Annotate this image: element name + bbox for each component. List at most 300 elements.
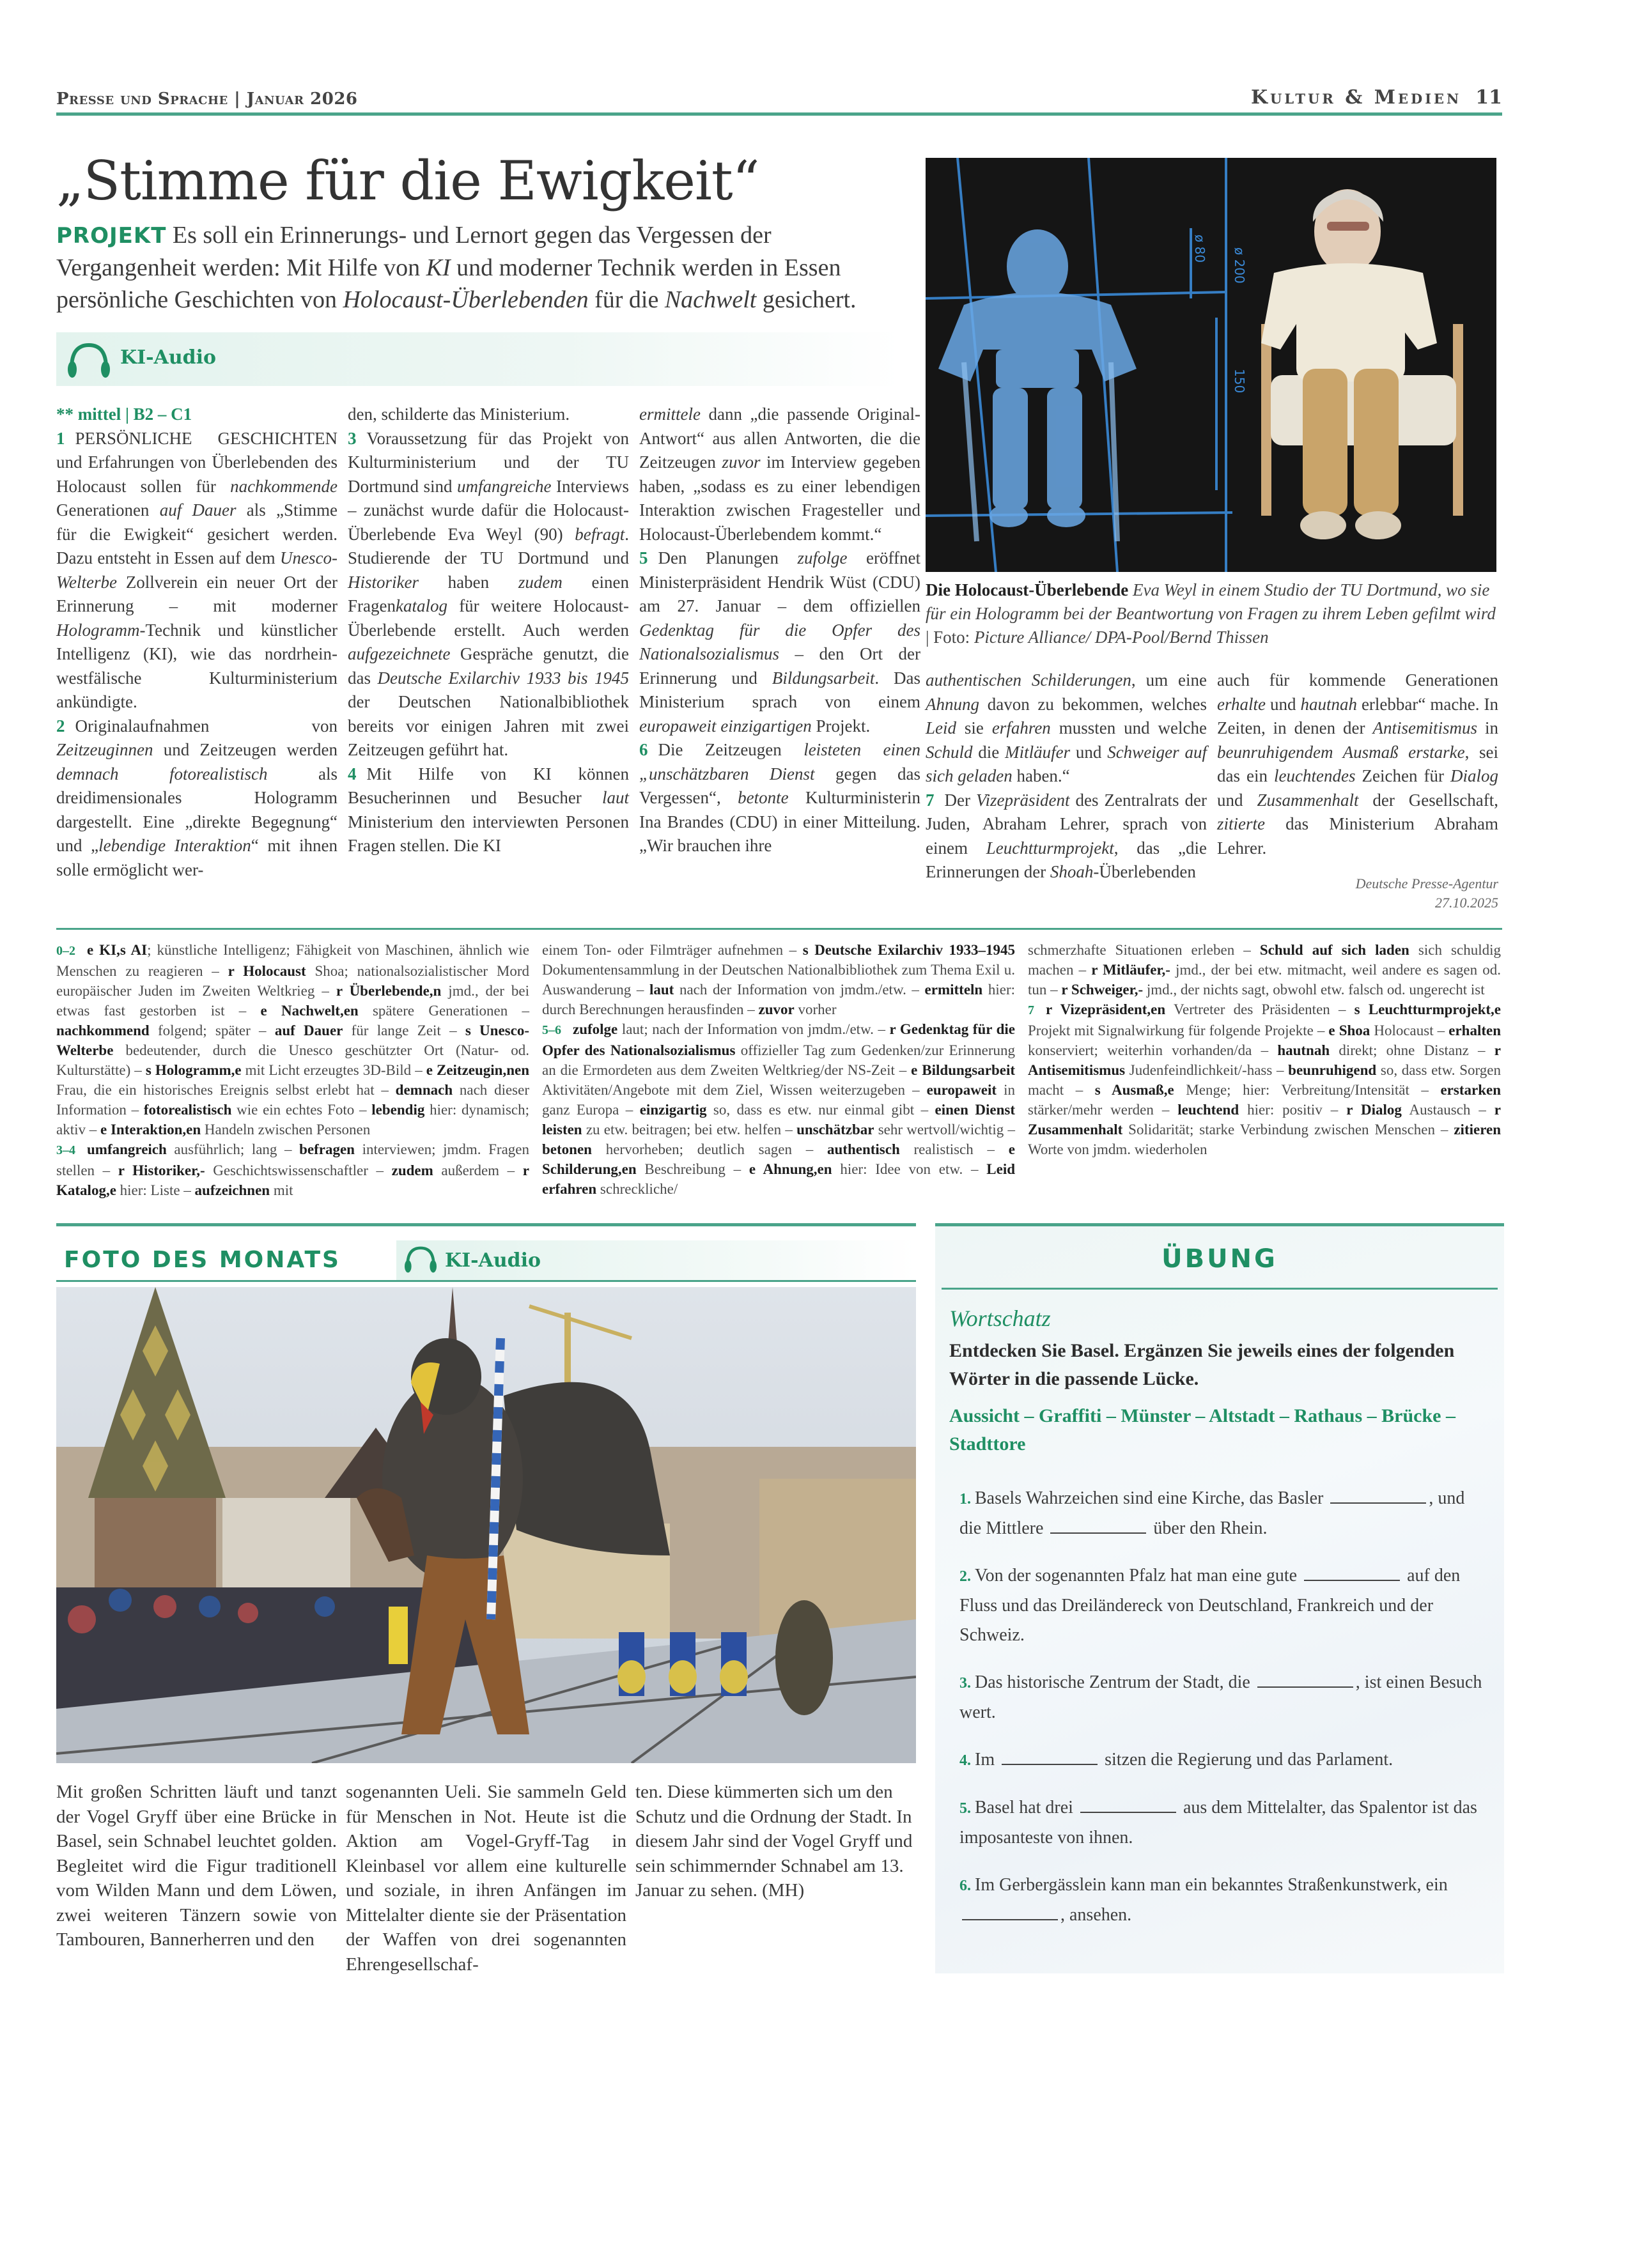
text-run: konserviert; weiterhin vorhanden/da –	[1028, 1042, 1278, 1058]
glossary-entry	[1028, 999, 1501, 1159]
section-header	[1251, 86, 1502, 109]
exercise-number: 2.	[959, 1568, 971, 1585]
article-paragraph	[1217, 668, 1498, 860]
text-run: Beschreibung –	[636, 1161, 749, 1177]
bold-term: authentisch	[827, 1141, 900, 1157]
paragraph-number: 2	[56, 716, 65, 736]
bold-term: e Interaktion,en	[100, 1122, 201, 1138]
text-run: in ganz Europa –	[542, 1082, 1015, 1118]
glossary-paragraph-ref: 0–2	[56, 944, 75, 958]
italic-term: umfangreiche	[457, 476, 552, 496]
glossary-column-1	[56, 940, 529, 1200]
uebung-subtitle: Wortschatz	[949, 1306, 1051, 1331]
bold-term: nachkommend	[56, 1022, 150, 1038]
bold-term: e Shoa	[1328, 1022, 1370, 1038]
text-run: hier: positiv –	[1239, 1102, 1347, 1118]
hologram-photo	[926, 158, 1496, 572]
glossary-rule	[56, 928, 1502, 930]
glossary-entry	[542, 940, 1015, 1019]
italic-term: Schuld	[926, 742, 973, 762]
article-paragraph	[926, 668, 1207, 789]
text-run: Geschichtswissenschaftler –	[205, 1162, 392, 1178]
hologram-photo-caption	[926, 578, 1501, 649]
text-run: die	[972, 742, 1005, 762]
italic-term: KI	[426, 254, 451, 281]
article-paragraph	[348, 762, 629, 858]
text-run: hier: durch Berechnungen herausfinden –	[542, 982, 1015, 1017]
bold-term: s Ausmaß,e	[1094, 1082, 1174, 1098]
uebung-content	[935, 1290, 1504, 1930]
bold-term: zufolge	[573, 1021, 618, 1037]
bold-term: lebendig	[371, 1102, 425, 1118]
article-lead	[56, 219, 900, 316]
text-run: Den Planungen	[658, 548, 798, 567]
exercise-text: über den Rhein.	[1149, 1518, 1268, 1538]
italic-term: zufolge	[797, 548, 848, 567]
uebung-box	[935, 1226, 1504, 1973]
text-run: einen Fragen	[348, 572, 629, 615]
text-run: | Foto:	[926, 628, 974, 647]
text-run: Shoa; nationalsozialistischer Mord europäischer Juden im Zweiten Weltkrieg –	[56, 963, 529, 999]
exercise-text: , und die Mittlere	[959, 1488, 1465, 1538]
text-run: laut; nach der Information von jmdm./etw. –	[617, 1021, 890, 1037]
bold-term: aufzeichnen	[194, 1182, 270, 1198]
answer-blank[interactable]	[962, 1904, 1058, 1920]
exercise-text: , ansehen.	[1060, 1905, 1132, 1925]
italic-term: katalog	[395, 596, 447, 615]
text-run: interviewen; jmdm. Fragen stellen –	[56, 1141, 529, 1178]
italic-term: nachkommende	[230, 476, 338, 496]
text-run: schreckliche/	[596, 1181, 678, 1197]
ki-audio-button[interactable]	[56, 332, 900, 386]
article-column-2	[348, 403, 629, 882]
text-run: jmd., der nichts sagt, obwohl etw. falsch od. ungerecht ist	[1143, 982, 1485, 998]
text-run: davon zu bekommen, welches	[979, 694, 1207, 714]
column-paragraphs	[1217, 668, 1498, 860]
exercise-text: Im Gerbergässlein kann man ein bekanntes Straßenkunstwerk, ein	[975, 1875, 1448, 1895]
bold-term: e Schilderung,en	[542, 1141, 1015, 1177]
bold-term: auf Dauer	[274, 1022, 343, 1038]
bold-term: Schuld auf sich laden	[1259, 942, 1409, 958]
text-run: Es soll ein Erinnerungs- und Lernort gegen das Vergessen der Vergangenheit werden: Mit Hilfe von	[56, 222, 772, 281]
fdm-top-rule	[56, 1223, 916, 1226]
text-run: den, schilderte das Ministerium.	[348, 405, 570, 424]
text-run: spätere Generationen –	[358, 1003, 529, 1019]
text-run: – den Ort der Erinnerung und	[639, 644, 920, 688]
bold-term: r Historiker,-	[118, 1162, 205, 1178]
bold-term: e Bildungsarbeit	[911, 1062, 1015, 1078]
italic-term: Dialog	[1450, 766, 1498, 785]
source-agency: Deutsche Presse-Agentur	[1355, 876, 1498, 891]
column-paragraphs	[926, 668, 1207, 884]
italic-term: Gedenktag für die Opfer des Nationalsozialismus	[639, 620, 920, 663]
exercise-item	[949, 1561, 1490, 1650]
italic-term: Vizepräsident	[976, 790, 1070, 810]
section-name: Kultur & Medien	[1250, 86, 1462, 109]
column-paragraphs	[639, 403, 920, 858]
italic-term: Zusammenhalt	[1257, 790, 1359, 810]
text-run: hervorheben; deutlich sagen –	[591, 1141, 828, 1157]
exercise-text: aus dem Mittelalter, das Spalentor ist das imposanteste von ihnen.	[959, 1798, 1477, 1848]
italic-term: Hologramm	[56, 620, 140, 640]
article-band	[56, 125, 1502, 913]
text-run: offizieller Tag zum Gedenken/zur Erinnerung an die Ermordeten aus dem Zweiten Weltkrieg/der NS-Zeit –	[542, 1042, 1015, 1078]
answer-blank[interactable]	[1330, 1487, 1426, 1504]
text-run: Gespräche genutzt, die das	[348, 644, 629, 688]
paragraph-number: 3	[348, 428, 357, 448]
text-run: gesichert.	[756, 286, 857, 313]
article-kicker: PROJEKT	[56, 223, 167, 249]
bold-term: e Nachwelt,en	[260, 1003, 359, 1019]
italic-term: europaweit einzigartigen	[639, 716, 812, 736]
italic-term: Antisemitismus	[1372, 718, 1478, 737]
article-paragraph	[348, 427, 629, 762]
exercise-item	[949, 1871, 1490, 1930]
exercise-text: Im	[975, 1750, 1000, 1770]
italic-term: auf Dauer	[159, 500, 237, 520]
text-run: schmerzhafte Situationen erleben –	[1028, 942, 1260, 958]
italic-term: Shoah	[1050, 862, 1094, 881]
fdm-bottom-rule	[56, 1280, 916, 1282]
text-run: Voraussetzung für das Projekt von Kulturministerium und der TU Dortmund sind	[348, 428, 629, 496]
headphones-icon	[403, 1243, 439, 1276]
bold-term: s Deutsche Exilarchiv 1933–1945	[802, 942, 1016, 958]
source-date: 27.10.2025	[1435, 895, 1498, 911]
exercise-text: Von der sogenannten Pfalz hat man eine gute	[975, 1566, 1302, 1585]
exercise-number: 3.	[959, 1675, 971, 1692]
uebung	[935, 1223, 1504, 1977]
bold-term: r Katalog,e	[56, 1162, 529, 1198]
publication-header	[56, 89, 358, 109]
text-run: Generationen	[56, 500, 160, 520]
foto-des-monats	[56, 1223, 916, 1977]
text-run: auch für kommende Generationen	[1217, 670, 1498, 690]
bold-term: zitieren	[1454, 1122, 1501, 1138]
text-run: Dokumentensammlung in der Deutschen Nationalbibliothek zum Thema Exil u. Auswanderung –	[542, 962, 1015, 998]
text-run: Originalaufnahmen von	[75, 716, 338, 736]
article-right	[926, 125, 1501, 913]
glossary	[56, 928, 1502, 1200]
italic-term: zitierte	[1217, 814, 1265, 833]
article-paragraph	[639, 546, 920, 738]
paragraph-number: 1	[56, 428, 65, 448]
text-run: folgend; später –	[149, 1022, 275, 1038]
fdm-text-column-1: Mit großen Schritten läuft und tanzt der Vogel Gryff über eine Brücke in Basel, sein Schnabel leuchtet golden. Begleitet wird die Figur traditionell vom Wilden Mann und dem Löwen, zwei weiteren Tänzern sowie von Tambouren, Bannerherren und den	[56, 1782, 337, 1950]
italic-term: zudem	[518, 572, 563, 592]
text-run: Judenfeindlichkeit/-hass –	[1125, 1062, 1289, 1078]
text-run: gegen das Vergessen“,	[639, 764, 920, 807]
text-run: hier: Liste –	[116, 1182, 195, 1198]
bold-term: r Gedenktag für die Opfer des Nationalsozialismus	[542, 1021, 1015, 1058]
page-number: 11	[1475, 86, 1502, 109]
bold-term: Leid erfahren	[542, 1161, 1015, 1197]
article-title: „Stimme für die Ewigkeit“	[56, 150, 759, 212]
text-run: hier: Idee von etw. –	[832, 1161, 987, 1177]
vogel-gryff-photo	[56, 1287, 916, 1763]
exercise-number: 1.	[959, 1491, 971, 1508]
article-paragraph	[639, 738, 920, 858]
text-run: mussten und welche	[1050, 718, 1207, 737]
text-run: haben	[419, 572, 518, 592]
bold-term: einen Dienst leisten	[542, 1102, 1016, 1138]
exercise-item	[949, 1484, 1490, 1543]
bold-term: s Unesco-Welterbe	[56, 1022, 529, 1058]
text-run: Zollverein ein neuer Ort der Erinnerung – mit moderner	[56, 572, 338, 615]
text-run: für die	[588, 286, 665, 313]
fdm-ki-audio-label: KI-Audio	[445, 1249, 541, 1272]
exercise-text: , ist einen Besuch wert.	[959, 1672, 1482, 1722]
exercise-number: 5.	[959, 1800, 971, 1817]
vogel-gryff-illustration	[56, 1287, 916, 1763]
italic-term: erhalte	[1217, 694, 1266, 714]
article-column-5	[1217, 668, 1498, 913]
bold-term: demnach	[395, 1082, 453, 1098]
article-paragraph	[56, 714, 338, 883]
italic-term: hautnah	[1300, 694, 1357, 714]
bold-term: einzigartig	[639, 1102, 707, 1118]
text-run: als dreidimensionales Hologramm dargestellt. Eine „direkte Begegnung“ und „	[56, 764, 338, 855]
text-run: in	[1477, 718, 1498, 737]
article-paragraph	[56, 427, 338, 714]
exercise-number: 6.	[959, 1878, 971, 1894]
text-run: sehr wertvoll/wichtig –	[874, 1122, 1015, 1138]
bold-term: r Überlebende,n	[336, 983, 442, 999]
italic-term: Historiker	[348, 572, 419, 592]
level-badge: ** mittel | B2 – C1	[56, 405, 192, 424]
text-run: Handeln zwischen Personen	[201, 1122, 371, 1138]
text-run: direkt; ohne Distanz –	[1330, 1042, 1494, 1058]
italic-term: Deutsche Exilarchiv 1933 bis 1945	[377, 668, 629, 688]
hologram-label: ø 200	[1232, 247, 1247, 284]
glossary-paragraph-ref: 5–6	[542, 1023, 561, 1037]
uebung-word-bank: Aussicht – Graffiti – Münster – Altstadt – Rathaus – Brücke – Stadttore	[949, 1405, 1455, 1454]
ki-audio-label: KI-Audio	[120, 346, 217, 369]
italic-term: leuchtendes	[1274, 766, 1356, 785]
glossary-paragraph-ref: 7	[1028, 1003, 1034, 1017]
text-run: ausführlich; lang –	[166, 1141, 300, 1157]
article-source	[1217, 874, 1498, 913]
bold-term: r Mitläufer,-	[1091, 962, 1170, 978]
bold-term: s Leuchtturmprojekt,e	[1354, 1001, 1501, 1017]
italic-term: Mitläufer	[1005, 742, 1071, 762]
column-paragraphs	[348, 403, 629, 858]
text-run: eröffnet Ministerpräsident Hendrik Wüst (CDU) am 27. Januar – dem offiziellen	[639, 548, 920, 615]
column-paragraphs	[56, 427, 338, 883]
bold-term: laut	[649, 982, 674, 998]
text-run: im Interview gegeben haben, „sodass es zu einer lebendigen Interaktion zwischen Fragesteller und Holocaust-Überlebendem kommt.“	[639, 452, 921, 544]
italic-term: aufgezeichnete	[348, 644, 451, 663]
italic-term: authentischen Schilderungen	[926, 670, 1131, 690]
italic-term: Leid	[926, 718, 957, 737]
answer-blank[interactable]	[1002, 1748, 1098, 1765]
text-run: haben.“	[1012, 766, 1070, 785]
text-run: Vertreter des Präsidenten –	[1165, 1001, 1354, 1017]
bold-term: beunruhigend	[1288, 1062, 1377, 1078]
italic-term: lebendige Interaktion	[98, 836, 251, 855]
glossary-entry	[542, 1019, 1015, 1199]
bold-term: unschätzbar	[796, 1122, 874, 1138]
text-run: Projekt.	[811, 716, 871, 736]
text-run: , sei das ein	[1217, 742, 1498, 785]
text-run: der Gesellschaft,	[1358, 790, 1498, 810]
article-column-4	[926, 668, 1207, 913]
bold-term: hautnah	[1277, 1042, 1330, 1058]
bold-term: Die Holocaust-Überlebende	[926, 580, 1129, 599]
bold-term: r Vizepräsident,en	[1046, 1001, 1166, 1017]
answer-blank[interactable]	[1050, 1517, 1146, 1534]
bold-term: r Antisemitismus	[1028, 1042, 1502, 1078]
text-run: Ministerium den interviewten Personen Fragen stellen. Die KI	[348, 812, 629, 855]
text-run: Zeichen für	[1355, 766, 1450, 785]
italic-term: Bildungsarbeit	[772, 668, 875, 688]
text-run: das Ministerium Abraham Lehrer.	[1217, 814, 1498, 858]
text-run: und Zeitzeugen werden	[153, 740, 338, 759]
text-run: ; künstliche Intelligenz; Fähigkeit von Maschinen, ähnlich wie Menschen zu reagieren –	[56, 942, 529, 979]
bold-term: r Schweiger,-	[1061, 982, 1144, 998]
uebung-instruction: Entdecken Sie Basel. Ergänzen Sie jeweils eines der folgenden Wörter in die passende Lücke.	[949, 1340, 1455, 1389]
text-run: Menge; hier: Verbreitung/Intensität –	[1174, 1082, 1441, 1098]
hologram-label: 150	[1232, 369, 1247, 394]
exercise-item	[949, 1745, 1490, 1775]
bold-term: erstarken	[1440, 1082, 1501, 1098]
bold-term: r Dialog	[1346, 1102, 1402, 1118]
exercise-number: 4.	[959, 1752, 971, 1769]
issue-date: Januar 2026	[246, 89, 358, 109]
paragraph-number: 6	[639, 740, 648, 759]
text-run: Die Zeitzeugen	[658, 740, 804, 759]
exercise-text: Basel hat drei	[975, 1798, 1078, 1817]
answer-blank[interactable]	[1304, 1564, 1400, 1581]
bold-term: umfangreich	[87, 1141, 167, 1157]
fdm-header	[56, 1240, 916, 1280]
glossary-entry	[56, 1139, 529, 1200]
page-header	[56, 77, 1502, 109]
header-separator: |	[234, 89, 247, 109]
article-paragraph	[639, 403, 920, 546]
exercise-text: sitzen die Regierung und das Parlament.	[1100, 1750, 1393, 1770]
lead-text	[56, 222, 857, 313]
bold-term: europaweit	[926, 1082, 997, 1098]
bold-term: e Ahnung,en	[749, 1161, 832, 1177]
text-run: vorher	[794, 1001, 837, 1017]
exercise-text: Das historische Zentrum der Stadt, die	[975, 1672, 1255, 1692]
exercise-text: Basels Wahrzeichen sind eine Kirche, das Basler	[975, 1488, 1328, 1508]
italic-term: Zeitzeuginnen	[56, 740, 153, 759]
italic-term: demnach fotorealistisch	[56, 764, 268, 783]
text-run: realistisch –	[899, 1141, 1009, 1157]
text-run: Projekt mit Signalwirkung für folgende Projekte –	[1028, 1022, 1329, 1038]
text-run: Austausch –	[1401, 1102, 1494, 1118]
answer-blank[interactable]	[1080, 1796, 1176, 1813]
fdm-text-columns	[56, 1780, 916, 1977]
article-paragraph	[348, 403, 629, 427]
text-run: sich schuldig machen –	[1028, 942, 1501, 978]
text-run: Holocaust –	[1370, 1022, 1449, 1038]
header-rule	[56, 112, 1502, 116]
text-run: -Überlebenden	[1093, 862, 1196, 881]
text-run: so, dass etw. Sorgen macht –	[1028, 1062, 1501, 1098]
italic-term: Nachwelt	[664, 286, 757, 313]
publication-name: Presse und Sprache	[56, 89, 228, 109]
article-left	[56, 125, 921, 913]
hologram-label: ø 80	[1192, 235, 1207, 263]
bold-term: e KI,s AI	[87, 942, 148, 958]
italic-term: Holocaust-Überlebenden	[343, 286, 589, 313]
italic-term: Schweiger auf sich geladen	[926, 742, 1207, 785]
article-columns-right	[926, 668, 1501, 913]
text-run: des Zentralrats der Juden, Abraham Lehrer, sprach von einem	[926, 790, 1207, 858]
glossary-entry	[1028, 940, 1501, 999]
bottom-band	[56, 1223, 1502, 1977]
fdm-ki-audio-button[interactable]	[396, 1240, 916, 1280]
italic-term: ermittele	[639, 405, 701, 424]
text-run: zu etw. beitragen; bei etw. helfen –	[582, 1122, 797, 1138]
exercise-item	[949, 1793, 1490, 1853]
bold-term: r Holocaust	[228, 963, 306, 979]
glossary-entries	[542, 940, 1015, 1199]
text-run: . Das Ministerium sprach von einem	[639, 668, 920, 711]
text-run: bedeutender, durch die Unesco geschützter Ort (Natur- od. Kulturstätte) –	[56, 1042, 529, 1078]
italic-term: Eva Weyl in einem Studio der TU Dortmund, wo sie für ein Hologramm bei der Beantwortung von Fragen zu ihrem Leben gefilmt wird	[926, 580, 1496, 623]
fdm-title: FOTO DES MONATS	[64, 1247, 341, 1273]
text-run: mit Licht erzeugtes 3D-Bild –	[241, 1062, 426, 1078]
text-run: dann „die passende Original-Antwort“ aus allen Antworten, die die Zeitzeugen	[639, 405, 920, 472]
glossary-columns	[56, 940, 1502, 1200]
italic-term: Unesco-Welterbe	[56, 548, 338, 592]
glossary-column-2	[542, 940, 1015, 1200]
paragraph-number: 5	[639, 548, 648, 567]
italic-term: Ahnung	[926, 694, 979, 714]
article-columns-left	[56, 403, 921, 882]
bold-term: ermitteln	[924, 982, 983, 998]
text-run: nach der Information von jmdm./etw. –	[674, 982, 925, 998]
exercise-item	[949, 1668, 1490, 1727]
headphones-icon	[65, 341, 113, 380]
text-run: hier: dynamisch; aktiv –	[56, 1102, 529, 1138]
text-run: und	[1217, 790, 1257, 810]
text-run: stärker/mehr werden –	[1028, 1102, 1178, 1118]
text-run: jmd., der bei etw. mitmacht, weil andere es sagen od. tun –	[1028, 962, 1502, 998]
text-run: Aktivitäten/Angebote mit dem Ziel, Wissen weiterzugeben –	[542, 1082, 927, 1098]
italic-term: befragt	[575, 524, 625, 544]
italic-term: beunruhigendem Ausmaß erstarke	[1217, 742, 1465, 762]
fdm-text-column-2: sogenannten Ueli. Sie sammeln Geld für Menschen in Not. Heute ist die Aktion am Vogel-Gryff-Tag in Kleinbasel vor allem eine kulturelle und soziale, in ihren Anfängen im Mittelalter diente sie der Präsentation der Waffen von drei sogenannten Ehrengesellschaf-	[346, 1782, 626, 1975]
italic-term: leisteten einen „unschätzbaren Dienst	[639, 740, 921, 783]
italic-term: Picture Alliance/ DPA-Pool/Bernd Thissen	[974, 628, 1269, 647]
italic-term: zuvor	[722, 452, 761, 472]
hologram-photo-illustration	[926, 158, 1496, 572]
answer-blank[interactable]	[1257, 1671, 1353, 1688]
text-run: . Studierende der TU Dortmund und	[348, 524, 629, 567]
text-run: außerdem –	[433, 1162, 523, 1178]
text-run: einem Ton- oder Filmträger aufnehmen –	[542, 942, 803, 958]
text-run: für lange Zeit –	[343, 1022, 465, 1038]
paragraph-number: 4	[348, 764, 357, 783]
text-run: Solidarität; starke Verbindung zwischen Menschen –	[1122, 1122, 1454, 1138]
text-run: wie ein echtes Foto –	[231, 1102, 372, 1118]
text-run: Mit Hilfe von KI können Besucherinnen und Besucher	[348, 764, 629, 807]
glossary-entries	[1028, 940, 1501, 1159]
text-run: und	[1070, 742, 1108, 762]
uebung-title: ÜBUNG	[1161, 1244, 1278, 1274]
italic-term: laut	[602, 788, 629, 807]
text-run: , um eine	[1131, 670, 1207, 690]
glossary-column-3	[1028, 940, 1501, 1200]
bold-term: erhalten	[1448, 1022, 1501, 1038]
bold-term: zudem	[391, 1162, 433, 1178]
bold-term: leuchtend	[1177, 1102, 1239, 1118]
text-run: erlebbar“ mache. In Zeiten, in denen der	[1217, 694, 1498, 737]
